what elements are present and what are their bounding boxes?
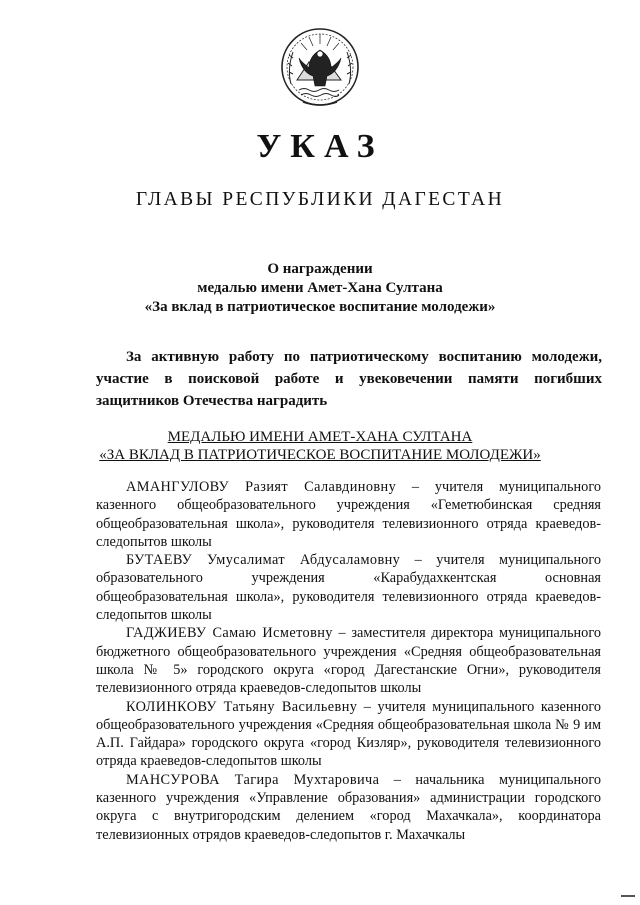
scan-artifact	[621, 895, 635, 897]
medal-name	[0, 428, 640, 464]
awardee-name: КОЛИНКОВУ Татьяну Васильевну	[126, 698, 358, 715]
awardee-description: – заместителя директора муниципального бюджетного общеобразовательного учреждения «Средняя общеобразовательная школа № 5» городского округа «город Дагестанские Огни», руководителя телевизионного отряда краеведов-следопытов школы	[96, 625, 601, 697]
awardee-name: ГАДЖИЕВУ Самаю Исметовну	[126, 625, 333, 642]
awardee-item	[96, 698, 601, 771]
awardee-description: – учителя муниципального казенного общеобразовательного учреждения «Средняя общеобразовательная школа № 9 им А.П. Гайдара» городского округа «город Кизляр», руководителя телевизионного отряда краеведов-следопытов школы	[96, 698, 601, 770]
awardee-list	[96, 478, 601, 844]
awardee-description: – учителя муниципального образовательного учреждения «Карабудахкентская основная общеобразовательная школа», руководителя телевизионного отряда краеведов-следопытов школы	[96, 552, 601, 624]
document-title: УКАЗ	[256, 128, 384, 165]
awardee-description: – учителя муниципального казенного общеобразовательного учреждения «Геметюбинская средняя общеобразовательная школа», руководителя телевизионного отряда краеведов-следопытов школы	[96, 479, 601, 550]
subject-line: медалью имени Амет-Хана Султана	[197, 280, 443, 296]
decree-preamble	[96, 346, 602, 412]
awardee-item	[96, 771, 601, 844]
medal-line: МЕДАЛЬЮ ИМЕНИ АМЕТ-ХАНА СУЛТАНА	[167, 429, 473, 445]
coat-of-arms-emblem	[279, 24, 361, 110]
decree-subject	[0, 260, 640, 317]
medal-line: «ЗА ВКЛАД В ПАТРИОТИЧЕСКОЕ ВОСПИТАНИЕ МОЛОДЕЖИ»	[99, 447, 541, 463]
awardee-item	[96, 478, 601, 551]
document-subtitle: ГЛАВЫ РЕСПУБЛИКИ ДАГЕСТАН	[135, 189, 505, 210]
awardee-description: – начальника муниципального казенного учреждения «Управление образования» администрации городского округа с внутригородским делением «город Махачкала», координатора телевизионных отрядов краеведов-следопытов г. Махачкалы	[96, 771, 601, 843]
awardee-item	[96, 551, 601, 624]
awardee-name: БУТАЕВУ Умусалимат Абдусаламовну	[126, 552, 401, 569]
preamble-text: За активную работу по патриотическому воспитанию молодежи, участие в поисковой работе и увековечении памяти погибших защитников Отечества наградить	[96, 349, 602, 409]
awardee-name: АМАНГУЛОВУ Разият Салавдиновну	[126, 479, 397, 495]
subject-line: О награждении	[267, 261, 373, 277]
awardee-name: МАНСУРОВА Тагира Мухтаровича	[126, 771, 380, 788]
awardee-item	[96, 624, 601, 697]
subject-line: «За вклад в патриотическое воспитание молодежи»	[144, 299, 496, 315]
